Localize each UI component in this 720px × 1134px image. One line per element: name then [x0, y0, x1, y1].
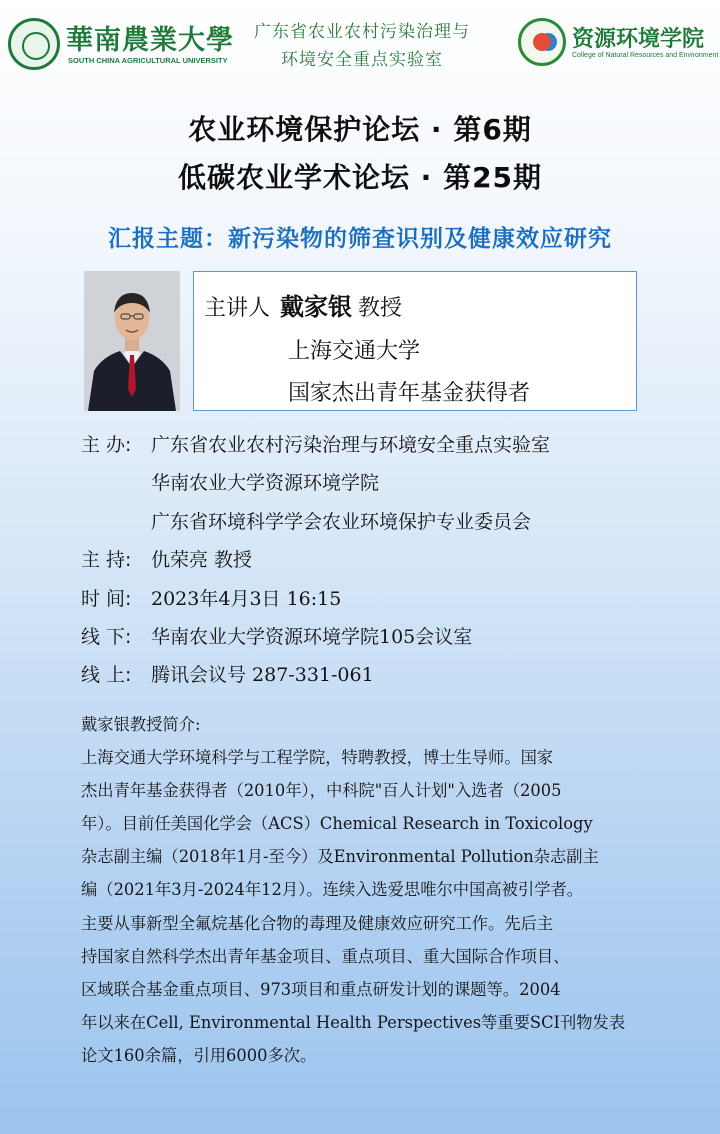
speaker-photo [84, 271, 180, 411]
speaker-name: 戴家银 [280, 293, 353, 321]
offline-row [81, 622, 472, 649]
speaker-portrait-icon [84, 271, 180, 411]
bio-heading: 戴家银教授简介: [81, 715, 201, 734]
scau-seal-icon [8, 18, 60, 70]
college-name-en: College of Natural Resources and Environment [572, 52, 719, 59]
moderator-label: 主 持: [81, 549, 132, 571]
speaker-title: 教授 [358, 296, 403, 321]
bio-line: 主要从事新型全氟烷基化合物的毒理及健康效应研究工作。先后主 [81, 913, 554, 933]
college-logo [518, 18, 718, 74]
time-row [81, 584, 341, 611]
host-1: 广东省农业农村污染治理与环境安全重点实验室 [151, 434, 551, 456]
lab-title-line2: 环境安全重点实验室 [281, 50, 443, 70]
online-value: 腾讯会议号 287-331-061 [151, 664, 374, 686]
offline-value: 华南农业大学资源环境学院105会议室 [151, 626, 473, 648]
speaker-bio [81, 708, 641, 1072]
lab-title-line1: 广东省农业农村污染治理与 [254, 22, 470, 42]
bio-line: 年以来在Cell, Environmental Health Perspectives等重要SCI刊物发表 [81, 1012, 626, 1032]
host-row [81, 430, 550, 457]
bio-line: 上海交通大学环境科学与工程学院，特聘教授，博士生导师。国家 [81, 748, 554, 768]
bio-line: 区域联合基金重点项目、973项目和重点研发计划的课题等。2004 [81, 979, 561, 999]
bio-line: 年）。目前任美国化学会（ACS）Chemical Research in Toxicology [81, 814, 593, 834]
forum-title-1: 农业环境保护论坛 · 第6期 [188, 113, 532, 146]
time-value: 2023年4月3日 16:15 [151, 588, 342, 610]
lab-title [214, 18, 510, 74]
scau-name-en: SOUTH CHINA AGRICULTURAL UNIVERSITY [68, 56, 228, 65]
scau-logo [8, 14, 234, 74]
bio-line: 编（2021年3月-2024年12月）。连续入选爱思唯尔中国高被引学者。 [81, 880, 584, 900]
online-row [81, 660, 374, 687]
host-label: 主 办: [81, 434, 132, 456]
bio-line: 论文160余篇，引用6000多次。 [81, 1045, 317, 1065]
college-seal-icon [518, 18, 566, 66]
moderator-value: 仇荣亮 教授 [151, 549, 253, 571]
time-label: 时 间: [81, 588, 132, 610]
report-topic: 汇报主题：新污染物的筛查识别及健康效应研究 [108, 226, 612, 252]
college-name-cn: 资源环境学院 [572, 27, 705, 52]
moderator-row [81, 545, 252, 572]
bio-line: 持国家自然科学杰出青年基金项目、重点项目、重大国际合作项目、 [81, 946, 570, 966]
host-3: 广东省环境科学学会农业环境保护专业委员会 [151, 511, 532, 533]
offline-label: 线 下: [81, 626, 132, 648]
bio-line: 杂志副主编（2018年1月-至今）及Environmental Pollution杂志副主 [81, 847, 599, 867]
speaker-affiliation: 上海交通大学 [288, 339, 421, 364]
scau-name-cn: 華南農業大學 [66, 25, 234, 56]
speaker-name-line [204, 287, 402, 322]
online-label: 线 上: [81, 664, 132, 686]
speaker-honor: 国家杰出青年基金获得者 [288, 381, 531, 406]
speaker-prefix: 主讲人 [204, 296, 271, 321]
bio-line: 杰出青年基金获得者（2010年），中科院"百人计划"入选者（2005 [81, 781, 562, 801]
forum-title-2: 低碳农业学术论坛 · 第25期 [177, 161, 543, 194]
host-2: 华南农业大学资源环境学院 [151, 472, 380, 494]
